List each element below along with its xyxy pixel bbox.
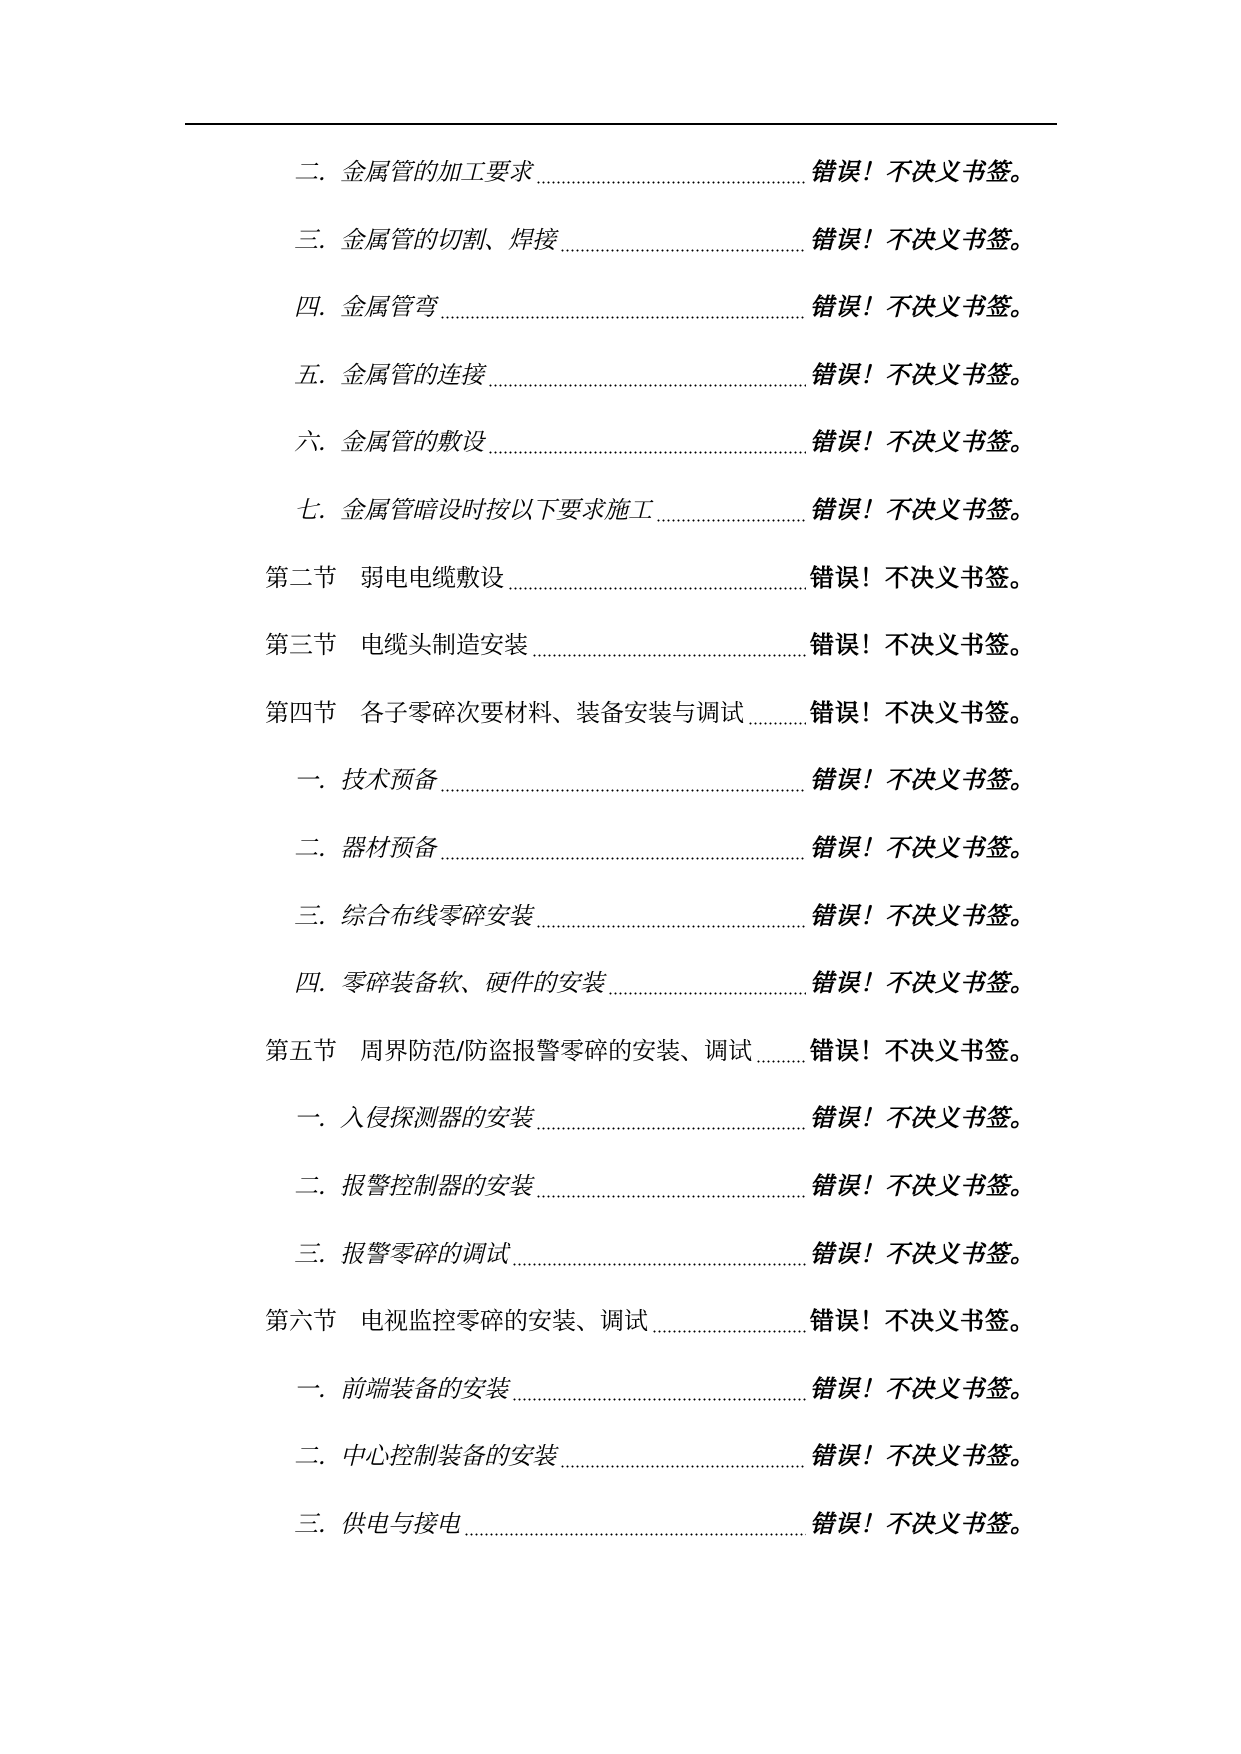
- toc-subsection-entry[interactable]: [0, 896, 1241, 936]
- toc-dot-leader: [532, 625, 806, 665]
- toc-subsection-entry[interactable]: [0, 1436, 1241, 1476]
- toc-entry-page-ref: 错误！不决义书签。: [810, 1441, 1035, 1470]
- toc-entry-title: 供电与接电: [340, 1510, 460, 1538]
- toc-entry-title: 金属管弯: [340, 293, 436, 321]
- toc-dot-leader: [512, 1369, 806, 1409]
- toc-entry-page-ref: 错误！不决义书签。: [810, 630, 1035, 659]
- toc-dot-leader: [608, 963, 806, 1003]
- toc-dot-leader: [536, 152, 806, 192]
- toc-entry-title: 电视监控零碎的安装、调试: [360, 1307, 648, 1335]
- toc-entry-number: 二.: [294, 834, 326, 862]
- toc-dot-leader: [560, 1436, 806, 1476]
- toc-subsection-entry[interactable]: [0, 490, 1241, 530]
- toc-entry-page-ref: 错误！不决义书签。: [810, 901, 1035, 930]
- toc-entry-number: 三.: [294, 226, 326, 254]
- toc-dot-leader: [560, 220, 806, 260]
- toc-entry-title: 各子零碎次要材料、装备安装与调试: [360, 699, 744, 727]
- toc-entry-number: 第二节: [265, 564, 337, 592]
- toc-section-entry[interactable]: [0, 693, 1241, 733]
- toc-entry-page-ref: 错误！不决义书签。: [810, 427, 1035, 456]
- toc-entry-page-ref: 错误！不决义书签。: [810, 1239, 1035, 1268]
- toc-entry-title: 器材预备: [340, 834, 436, 862]
- toc-entry-title: 综合布线零碎安装: [340, 902, 532, 930]
- toc-entry-title: 金属管的连接: [340, 361, 484, 389]
- toc-dot-leader: [512, 1234, 806, 1274]
- toc-entry-title: 入侵探测器的安装: [340, 1104, 532, 1132]
- toc-entry-page-ref: 错误！不决义书签。: [810, 833, 1035, 862]
- toc-entry-title: 技术预备: [340, 766, 436, 794]
- toc-entry-title: 金属管暗设时按以下要求施工: [340, 496, 652, 524]
- toc-entry-number: 三.: [294, 902, 326, 930]
- toc-entry-number: 三.: [294, 1240, 326, 1268]
- toc-entry-number: 二.: [294, 1172, 326, 1200]
- toc-entry-title: 金属管的敷设: [340, 428, 484, 456]
- toc-entry-page-ref: 错误！不决义书签。: [810, 495, 1035, 524]
- toc-dot-leader: [756, 1031, 806, 1071]
- toc-entry-number: 五.: [294, 361, 326, 389]
- toc-entry-number: 第六节: [265, 1307, 337, 1335]
- toc-entry-page-ref: 错误！不决义书签。: [810, 765, 1035, 794]
- header-rule: [185, 123, 1057, 125]
- toc-dot-leader: [488, 422, 806, 462]
- toc-entry-number: 一.: [294, 766, 326, 794]
- toc-entry-page-ref: 错误！不决义书签。: [810, 968, 1035, 997]
- toc-entry-title: 金属管的加工要求: [340, 158, 532, 186]
- toc-entry-page-ref: 错误！不决义书签。: [810, 225, 1035, 254]
- toc-dot-leader: [536, 1166, 806, 1206]
- toc-entry-number: 第三节: [265, 631, 337, 659]
- toc-subsection-entry[interactable]: [0, 1369, 1241, 1409]
- toc-entry-title: 周界防范/防盗报警零碎的安装、调试: [360, 1037, 753, 1065]
- toc-entry-title: 弱电电缆敷设: [360, 564, 504, 592]
- toc-entry-page-ref: 错误！不决义书签。: [810, 1103, 1035, 1132]
- toc-entry-page-ref: 错误！不决义书签。: [810, 360, 1035, 389]
- toc-entry-title: 报警零碎的调试: [340, 1240, 508, 1268]
- toc-section-entry[interactable]: [0, 1031, 1241, 1071]
- toc-entry-title: 零碎装备软、硬件的安装: [340, 969, 604, 997]
- toc-entry-page-ref: 错误！不决义书签。: [810, 1374, 1035, 1403]
- toc-subsection-entry[interactable]: [0, 422, 1241, 462]
- toc-entry-number: 第五节: [265, 1037, 337, 1065]
- toc-subsection-entry[interactable]: [0, 963, 1241, 1003]
- toc-subsection-entry[interactable]: [0, 1234, 1241, 1274]
- toc-dot-leader: [536, 1098, 806, 1138]
- toc-section-entry[interactable]: [0, 558, 1241, 598]
- toc-entry-page-ref: 错误！不决义书签。: [810, 1171, 1035, 1200]
- toc-entry-title: 报警控制器的安装: [340, 1172, 532, 1200]
- toc-entry-title: 金属管的切割、焊接: [340, 226, 556, 254]
- toc-entry-number: 第四节: [265, 699, 337, 727]
- toc-dot-leader: [748, 693, 806, 733]
- toc-entry-title: 中心控制装备的安装: [340, 1442, 556, 1470]
- toc-subsection-entry[interactable]: [0, 1098, 1241, 1138]
- toc-entry-number: 四.: [294, 293, 326, 321]
- toc-entry-page-ref: 错误！不决义书签。: [810, 1509, 1035, 1538]
- toc-subsection-entry[interactable]: [0, 355, 1241, 395]
- toc-dot-leader: [508, 558, 806, 598]
- toc-subsection-entry[interactable]: [0, 760, 1241, 800]
- toc-entry-page-ref: 错误！不决义书签。: [810, 292, 1035, 321]
- toc-subsection-entry[interactable]: [0, 1166, 1241, 1206]
- toc-section-entry[interactable]: [0, 1301, 1241, 1341]
- toc-subsection-entry[interactable]: [0, 828, 1241, 868]
- toc-entry-number: 四.: [294, 969, 326, 997]
- toc-dot-leader: [440, 760, 806, 800]
- toc-entry-number: 二.: [294, 1442, 326, 1470]
- toc-dot-leader: [656, 490, 806, 530]
- toc-entry-page-ref: 错误！不决义书签。: [810, 563, 1035, 592]
- toc-entry-number: 一.: [294, 1375, 326, 1403]
- toc-dot-leader: [536, 896, 806, 936]
- toc-subsection-entry[interactable]: [0, 152, 1241, 192]
- toc-subsection-entry[interactable]: [0, 220, 1241, 260]
- toc-subsection-entry[interactable]: [0, 1504, 1241, 1544]
- toc-entry-title: 前端装备的安装: [340, 1375, 508, 1403]
- toc-dot-leader: [652, 1301, 806, 1341]
- toc-entry-number: 六.: [294, 428, 326, 456]
- toc-dot-leader: [488, 355, 806, 395]
- toc-subsection-entry[interactable]: [0, 287, 1241, 327]
- toc-entry-page-ref: 错误！不决义书签。: [810, 698, 1035, 727]
- toc-dot-leader: [440, 828, 806, 868]
- toc-dot-leader: [440, 287, 806, 327]
- toc-entry-number: 二.: [294, 158, 326, 186]
- toc-entry-page-ref: 错误！不决义书签。: [810, 1036, 1035, 1065]
- toc-entry-page-ref: 错误！不决义书签。: [810, 1306, 1035, 1335]
- toc-entry-page-ref: 错误！不决义书签。: [810, 157, 1035, 186]
- toc-dot-leader: [464, 1504, 806, 1544]
- toc-entry-number: 七.: [294, 496, 326, 524]
- toc-section-entry[interactable]: [0, 625, 1241, 665]
- toc-entry-title: 电缆头制造安装: [360, 631, 528, 659]
- toc-entry-number: 一.: [294, 1104, 326, 1132]
- toc-entry-number: 三.: [294, 1510, 326, 1538]
